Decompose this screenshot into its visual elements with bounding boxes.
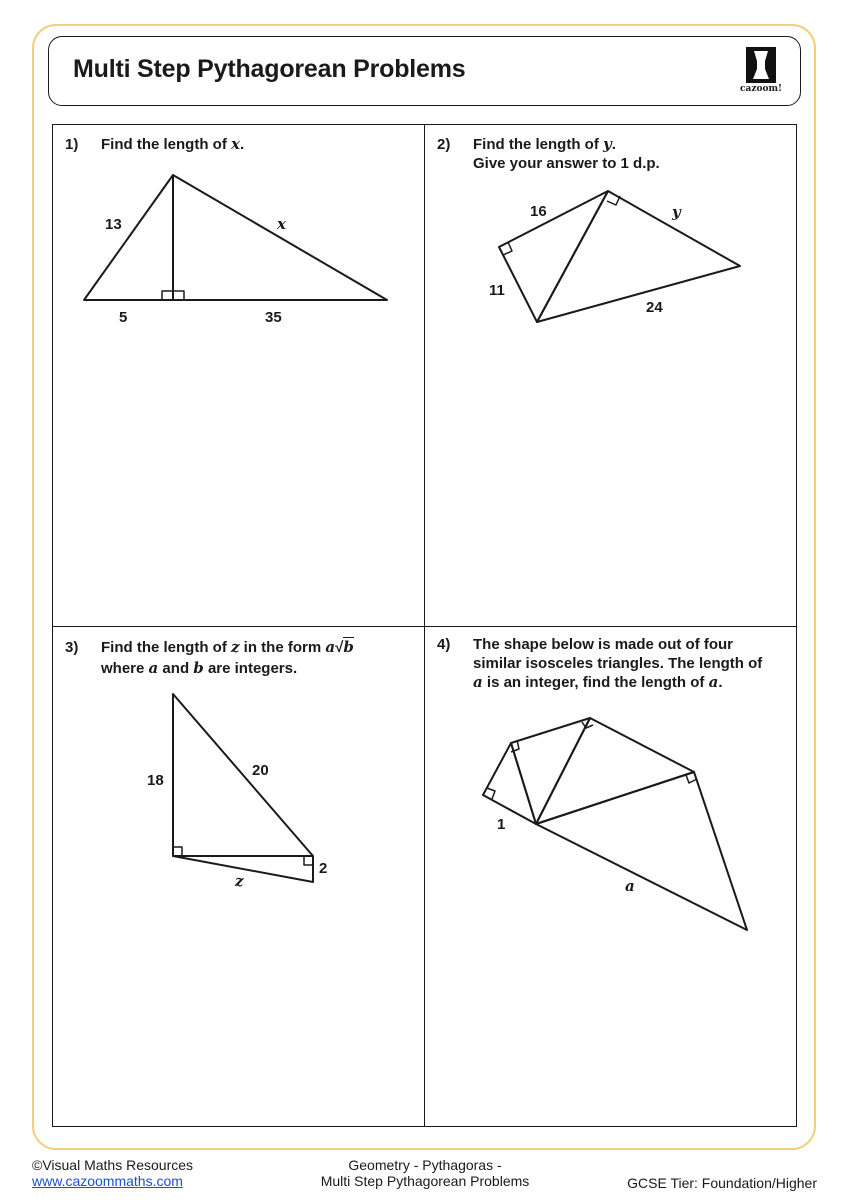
question-3-right-angle-1 bbox=[173, 847, 182, 856]
question-4-triangle-2 bbox=[511, 718, 590, 824]
question-4-triangle-1 bbox=[483, 743, 536, 824]
question-4-line3-a: a bbox=[473, 673, 483, 691]
title-banner bbox=[48, 36, 801, 106]
question-3-right-angle-2 bbox=[304, 856, 313, 865]
question-3-form-text: in the form bbox=[239, 639, 326, 656]
question-3-label-z: z bbox=[235, 872, 244, 890]
question-1-triangle-diagram bbox=[84, 175, 387, 300]
question-3-prompt: Find the length of bbox=[101, 639, 231, 656]
footer-website-link[interactable]: www.cazoommaths.com bbox=[32, 1173, 183, 1189]
question-2-label-16: 16 bbox=[530, 203, 547, 220]
question-2-number: 2) bbox=[437, 136, 451, 153]
page-title: Multi Step Pythagorean Problems bbox=[73, 55, 466, 83]
question-4-triangle-3 bbox=[536, 718, 694, 824]
logo-text: cazoom! bbox=[740, 84, 782, 94]
question-2-label-24: 24 bbox=[646, 299, 663, 316]
question-figures bbox=[53, 125, 796, 1126]
footer-topic-line1: Geometry - Pythagoras - bbox=[348, 1157, 502, 1173]
question-1-right-angle-right bbox=[173, 291, 184, 300]
question-1-label-13: 13 bbox=[105, 216, 122, 233]
question-4-line1: The shape below is made out of four bbox=[473, 636, 734, 653]
question-4-diagram bbox=[483, 718, 747, 930]
question-3-variable: z bbox=[230, 638, 240, 656]
footer-topic-line2: Multi Step Pythagorean Problems bbox=[320, 1173, 530, 1189]
question-3-label-18: 18 bbox=[147, 772, 164, 789]
question-3-root-sign: √ bbox=[335, 639, 344, 656]
question-2-punct: . bbox=[611, 136, 616, 153]
question-1-prompt: Find the length of bbox=[101, 136, 231, 153]
footer-center bbox=[305, 1157, 545, 1189]
question-1-triangle bbox=[84, 175, 387, 300]
question-4-label-1: 1 bbox=[497, 816, 506, 833]
question-2-prompt: Find the length of bbox=[473, 136, 603, 153]
cazoom-logo-icon bbox=[738, 47, 784, 85]
question-3-form-a: a bbox=[325, 638, 336, 656]
question-2-left-triangle bbox=[499, 191, 608, 322]
question-1-punct: . bbox=[239, 136, 245, 153]
question-4-label-a: a bbox=[625, 877, 635, 895]
question-3-big-triangle bbox=[173, 694, 313, 856]
question-4-triangle-4 bbox=[536, 772, 747, 930]
question-3-line2-a: a bbox=[148, 659, 159, 677]
question-1-number: 1) bbox=[65, 136, 79, 153]
question-4-line3-a2: a bbox=[708, 673, 719, 691]
question-3-diagram bbox=[173, 694, 313, 882]
footer-left bbox=[32, 1157, 193, 1189]
question-3-and: and bbox=[158, 660, 194, 677]
question-4-line3-text: is an integer, find the length of bbox=[482, 674, 709, 691]
cazoom-logo bbox=[738, 47, 784, 97]
question-4-line2: similar isosceles triangles. The length of bbox=[473, 655, 763, 672]
question-1-label-x: x bbox=[277, 215, 286, 233]
question-3-label-2: 2 bbox=[319, 860, 328, 877]
question-1-label-35: 35 bbox=[265, 309, 282, 326]
question-3-line2-b: b bbox=[193, 659, 204, 677]
question-1-variable: x bbox=[230, 135, 240, 153]
question-3-number: 3) bbox=[65, 639, 79, 656]
question-2-variable: y bbox=[602, 135, 612, 153]
question-3-where: where bbox=[101, 660, 149, 677]
question-1-label-5: 5 bbox=[119, 309, 128, 326]
question-3-integers: are integers. bbox=[203, 660, 298, 677]
question-3-form-b: b bbox=[343, 638, 354, 656]
question-3-label-20: 20 bbox=[252, 762, 269, 779]
question-2-right-triangle bbox=[537, 191, 740, 322]
footer-copyright: ©Visual Maths Resources bbox=[32, 1157, 194, 1173]
question-2-label-11: 11 bbox=[489, 282, 505, 299]
question-grid bbox=[52, 124, 797, 1127]
question-4-number: 4) bbox=[437, 636, 451, 653]
question-1-right-angle-left bbox=[162, 291, 173, 300]
question-4-line3-end: . bbox=[718, 674, 723, 691]
question-2-label-y: y bbox=[672, 203, 681, 221]
question-2-line2: Give your answer to 1 d.p. bbox=[473, 155, 660, 172]
footer-tier: GCSE Tier: Foundation/Higher bbox=[627, 1175, 817, 1191]
